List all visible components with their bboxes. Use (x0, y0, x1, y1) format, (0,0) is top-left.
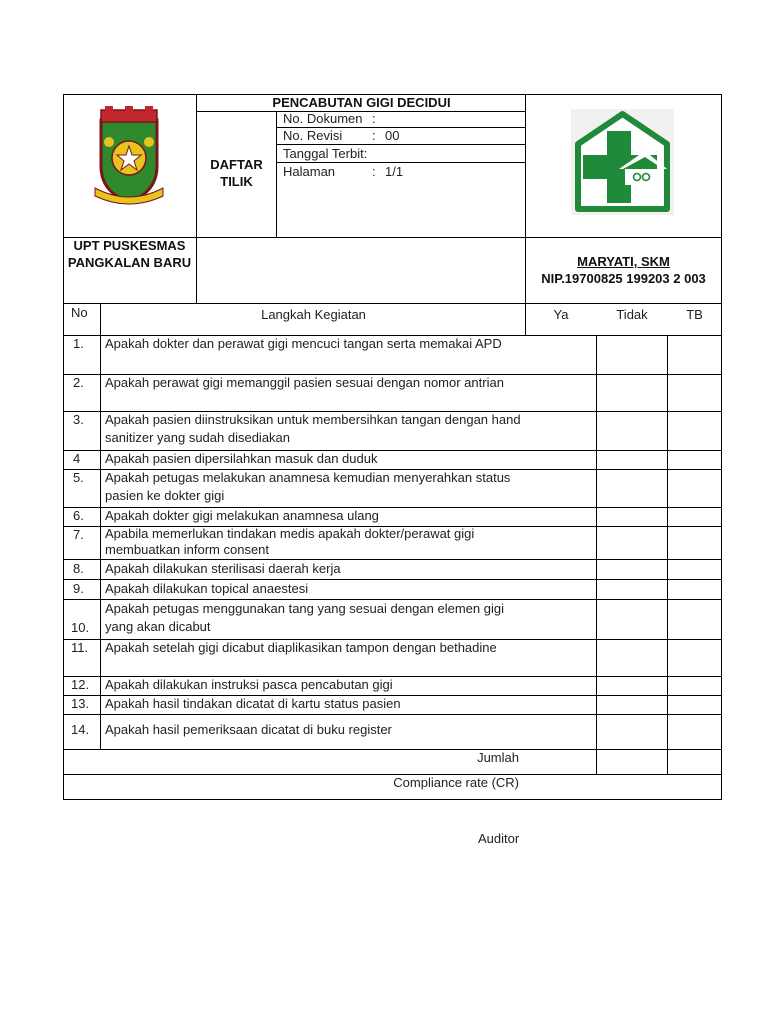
row-number: 11. (71, 640, 89, 655)
row-activity: Apakah petugas melakukan anamnesa kemudian menyerahkan status pasien ke dokter gigi (105, 470, 511, 503)
issue-date-label: Tanggal Terbit: (283, 146, 368, 161)
col-line-ya (596, 335, 597, 775)
row-activity: Apabila memerlukan tindakan medis apakah dokter/perawat gigi membuatkan inform consent (105, 526, 475, 557)
row-number: 7. (73, 527, 84, 542)
col-line-tidak (667, 335, 668, 775)
row-line (63, 714, 722, 715)
row-number: 10. (71, 620, 90, 635)
header-divider-logo (196, 94, 197, 303)
document-type: DAFTAR TILIK (210, 157, 263, 189)
document-title: PENCABUTAN GIGI DECIDUI (272, 95, 451, 110)
row-number: 4 (73, 451, 81, 466)
row-activity: Apakah dilakukan sterilisasi daerah kerja (105, 561, 341, 576)
column-header-activity: Langkah Kegiatan (261, 307, 366, 322)
doc-number-separator: : (372, 111, 376, 126)
organization-name: UPT PUSKESMAS PANGKALAN BARU (67, 238, 192, 270)
row-number: 8. (73, 561, 84, 576)
row-number: 9. (73, 581, 84, 596)
revision-separator: : (372, 128, 376, 143)
row-number: 2. (73, 375, 84, 390)
row-activity: Apakah hasil tindakan dicatat di kartu status pasien (105, 696, 401, 711)
header-divider-right (525, 94, 526, 335)
revision-label: No. Revisi (283, 128, 343, 143)
column-header-no-answer: Tidak (616, 307, 648, 322)
row-number: 5. (73, 470, 84, 485)
row-number: 14. (71, 722, 90, 737)
table-border-bottom (63, 799, 722, 800)
doc-number-label: No. Dokumen (283, 111, 363, 126)
row-activity: Apakah petugas menggunakan tang yang sesuai dengan elemen gigi yang akan dicabut (105, 601, 504, 634)
row-number: 3. (73, 412, 84, 427)
row-activity: Apakah dilakukan instruksi pasca pencabutan gigi (105, 677, 393, 692)
row-activity: Apakah hasil pemeriksaan dicatat di buku register (105, 722, 392, 737)
row-number: 6. (73, 508, 84, 523)
row-number: 1. (73, 336, 84, 351)
total-label: Jumlah (477, 750, 519, 765)
column-header-tb: TB (686, 307, 703, 322)
official-name: MARYATI, SKM (577, 254, 670, 269)
row-activity: Apakah perawat gigi memanggil pasien sesuai dengan nomor antrian (105, 375, 504, 390)
row-number: 13. (71, 696, 90, 711)
page-separator: : (372, 164, 376, 179)
checklist-document (63, 94, 722, 800)
row-activity: Apakah dokter gigi melakukan anamnesa ulang (105, 508, 379, 523)
row-number: 12. (71, 677, 90, 692)
page-value: 1/1 (385, 164, 404, 179)
puskesmas-cross-house-icon (571, 109, 674, 215)
regional-crest-icon (89, 106, 169, 206)
compliance-rate-label: Compliance rate (CR) (393, 775, 519, 790)
column-header-top (63, 303, 722, 304)
column-header-no: No (71, 305, 88, 320)
meta-divider (276, 111, 277, 238)
row-activity: Apakah setelah gigi dicabut diaplikasikan tampon dengan bethadine (105, 640, 497, 655)
page-label: Halaman (283, 164, 336, 179)
auditor-label: Auditor (478, 831, 520, 846)
row-activity: Apakah dilakukan topical anaestesi (105, 581, 309, 596)
official-nip: NIP.19700825 199203 2 003 (541, 271, 706, 286)
row-activity: Apakah dokter dan perawat gigi mencuci tangan serta memakai APD (105, 336, 502, 351)
column-header-yes: Ya (553, 307, 569, 322)
revision-value: 00 (385, 128, 400, 143)
row-activity: Apakah pasien diinstruksikan untuk membersihkan tangan dengan hand sanitizer yang sudah disediakan (105, 412, 521, 445)
row-activity: Apakah pasien dipersilahkan masuk dan duduk (105, 451, 378, 466)
